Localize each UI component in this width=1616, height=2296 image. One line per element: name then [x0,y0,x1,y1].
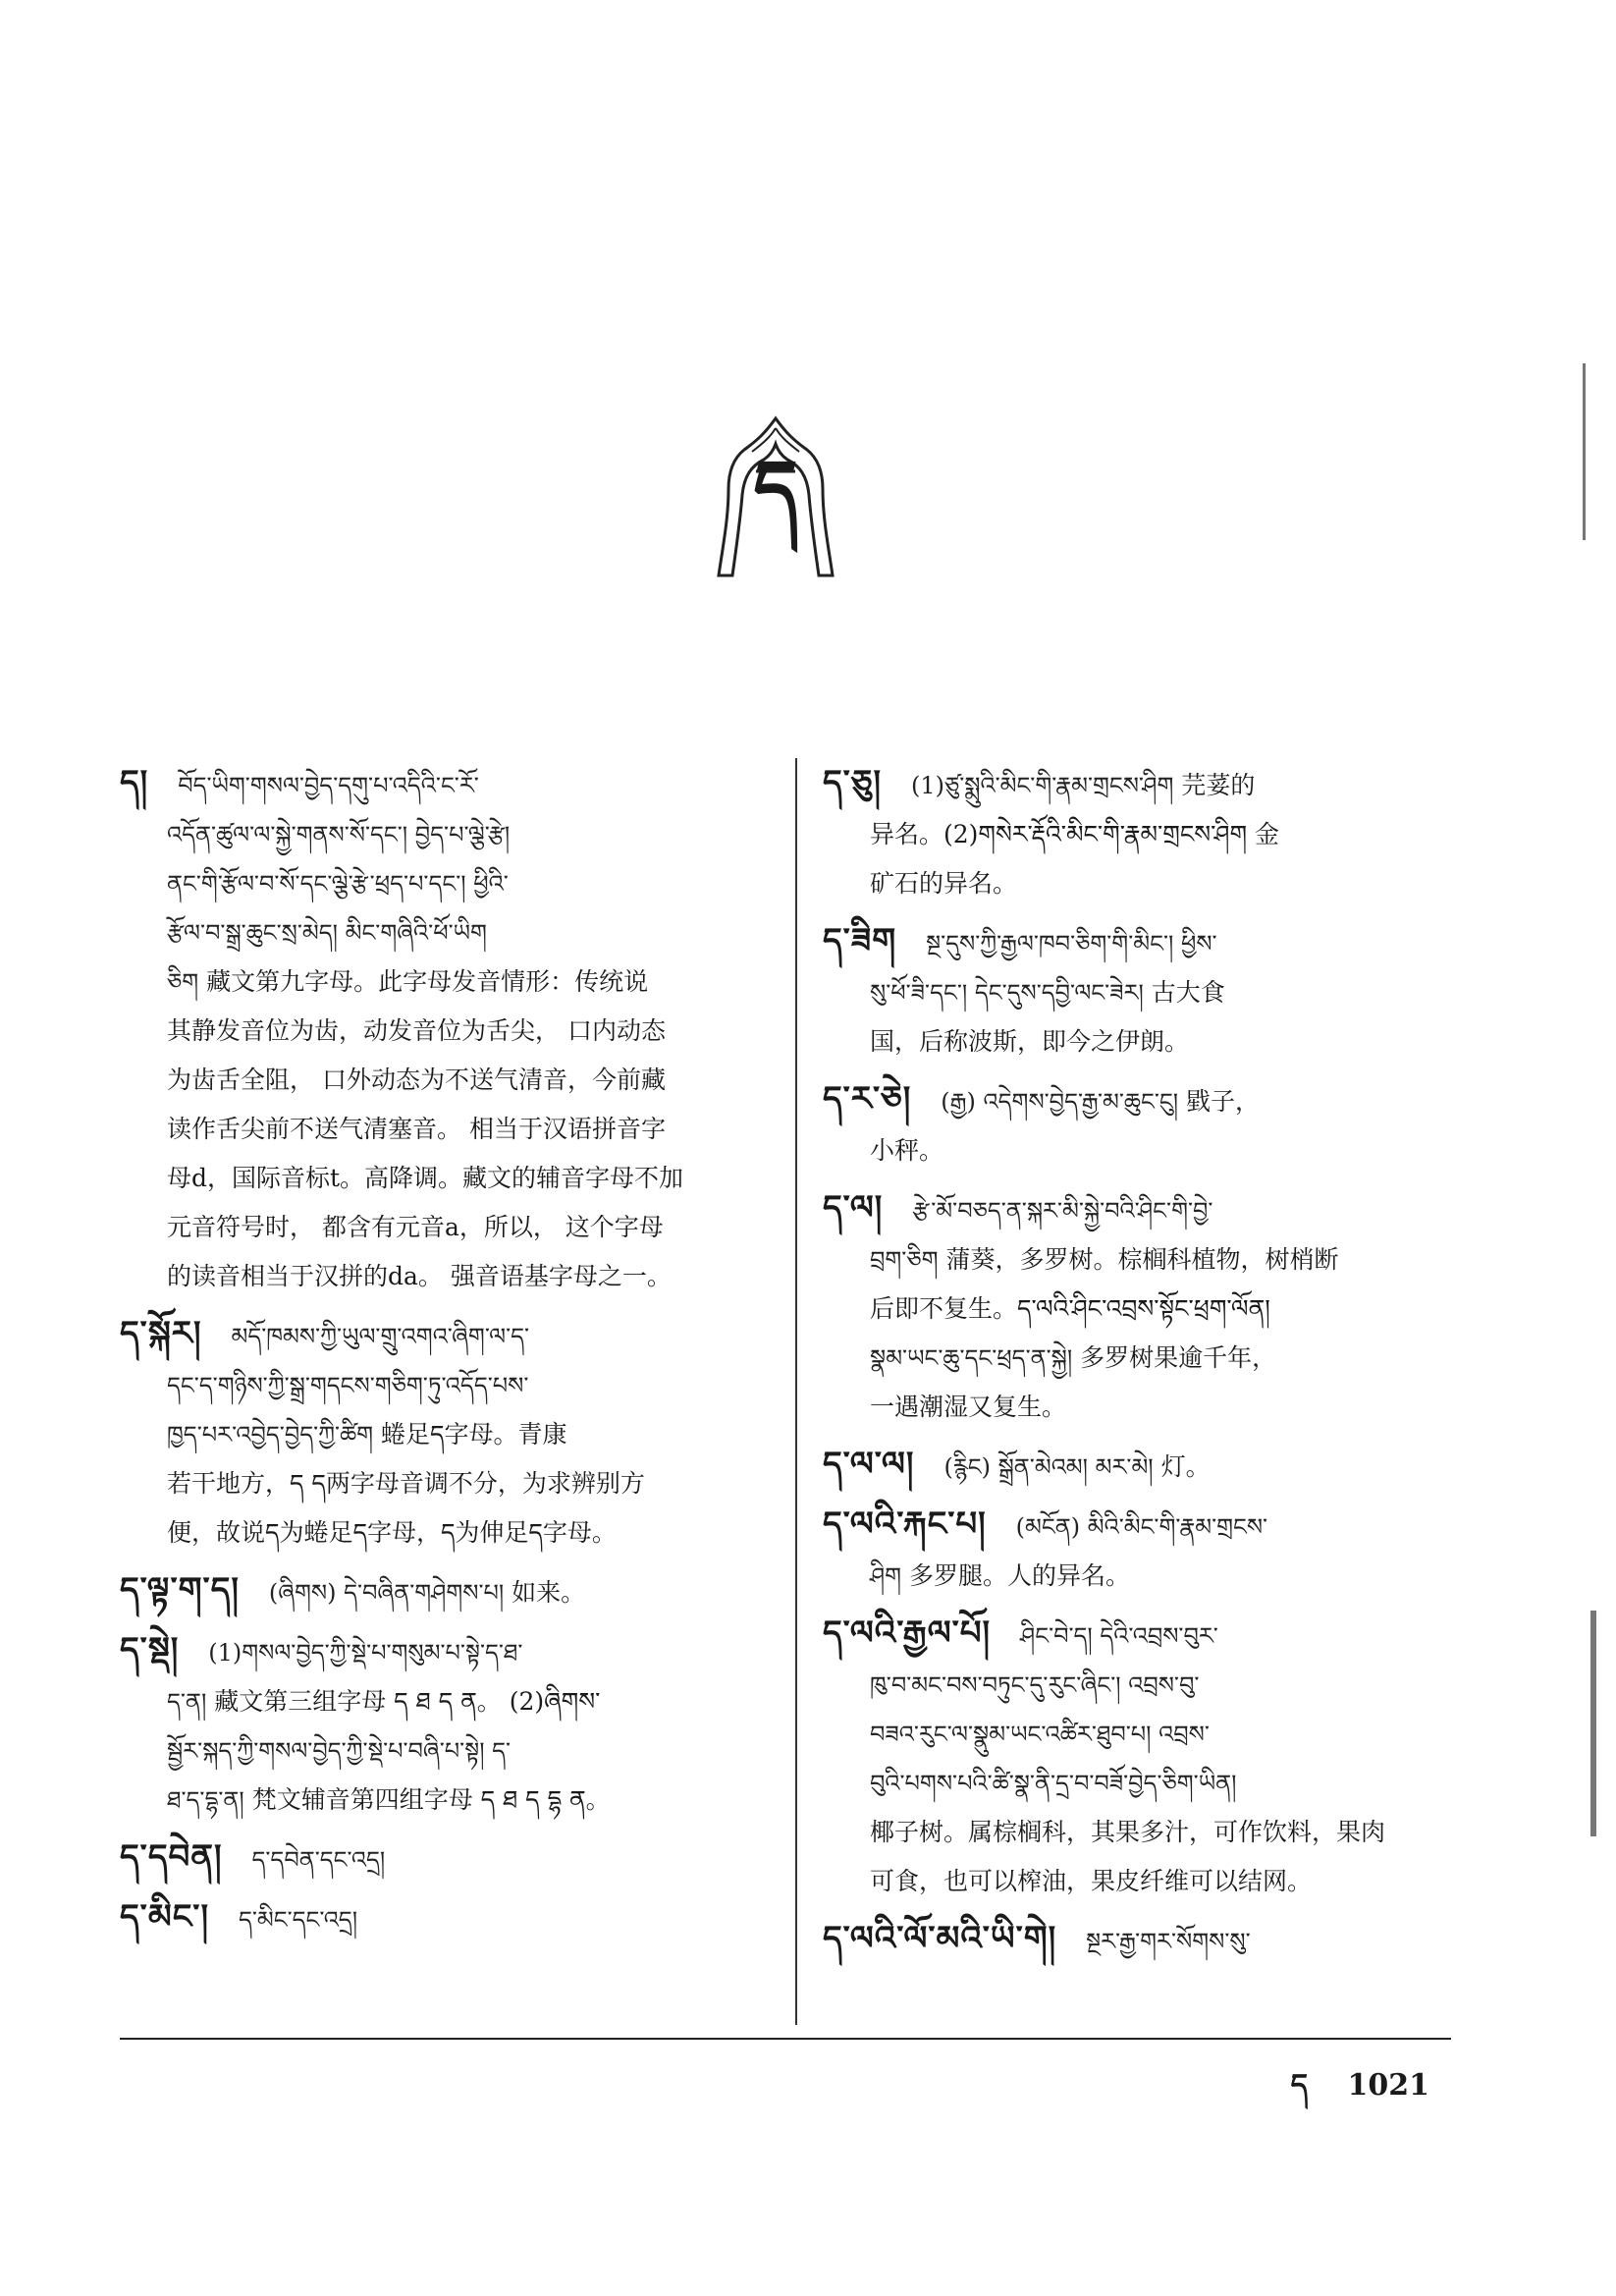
entry-line [120,957,768,1007]
entry-line [823,1017,1471,1066]
chinese-definition: 古大食 [1151,978,1225,1007]
chinese-definition: 藏文第三组字母 ད ཐ ད ན。 (2)ཞིགས་ [214,1687,601,1716]
chinese-definition: 矿石的异名。 [870,869,1018,898]
entry-line [823,1808,1471,1857]
tibetan-definition: སྦྱོར་སྐད་ཀྱི་གསལ་བྱེད་ཀྱི་སྡེ་པ་བཞི་པ་སྟེ། ད་ [167,1737,512,1765]
headword: ད་ཅུ། [823,763,882,802]
headword: ད་མིང་། [120,1897,209,1937]
entry-line [823,916,1471,968]
dictionary-entry [120,758,768,1301]
headword: ད་ལ་ལ། [823,1445,915,1484]
dictionary-entry [120,1309,768,1558]
entry-line [823,1183,1471,1235]
entry-line [120,810,768,859]
chinese-definition: 国，后称波斯，即今之伊朗。 [870,1027,1190,1056]
entry-line [120,1154,768,1203]
entry-line [120,1832,768,1885]
tibetan-definition: སུ་ཕོ་ཟི་དང་། དེང་དུས་དབྱི་ལང་ཟེར། [870,979,1144,1007]
tibetan-definition: རྩོལ་བ་སྒྲ་ཆུང་སྲ་མེད། མིང་གཞིའི་ཕོ་ཡིག [167,919,487,947]
headword: ད་ཟིག [823,921,897,960]
tibetan-definition: ད་མིང་དང་འདྲ། [238,1906,358,1934]
tibetan-definition: (ཞིགས) དེ་བཞིན་གཤེགས་པ། [268,1579,505,1607]
chinese-definition: 为齿舌全阻， 口外动态为不送气清音，今前藏 [167,1066,666,1094]
tibetan-definition: བཟའ་རུང་ལ་སྣུམ་ཡང་འཚིར་ཐུབ་པ། འབྲས་ [870,1721,1210,1748]
entry-line [823,758,1471,810]
entry-line [823,1235,1471,1285]
page-footer [1262,2052,1429,2135]
entry-line [823,1285,1471,1334]
headword: ད་ལའི་རྐང་པ། [823,1504,987,1544]
scan-edge-mark [1590,1611,1596,1836]
chinese-definition: 的读音相当于汉拼的da。 强音语基字母之一。 [167,1262,672,1290]
headword: ད་ལའི་རྒྱལ་པོ། [823,1613,992,1653]
dictionary-entry [120,1625,768,1825]
entry-line [823,1383,1471,1432]
left-column [120,758,768,1952]
headword: ད་ར་ཅེ། [823,1079,912,1119]
tibetan-definition: དང་ད་གཉིས་ཀྱི་སྒྲ་གདངས་གཅིག་ཏུ་འདོད་པས་ [167,1372,529,1399]
tibetan-definition: ཤིང་བེ་ད། དེའི་འབྲས་བུར་ [1020,1622,1218,1650]
entry-line [823,1500,1471,1552]
entry-line [120,1410,768,1459]
entry-line [120,1892,768,1944]
dictionary-entry [823,1914,1471,1966]
chinese-definition: 其静发音位为齿，动发音位为舌尖， 口内动态 [167,1016,666,1045]
entry-line [120,1252,768,1301]
tibetan-definition: བོད་ཡིག་གསལ་བྱེད་དགུ་པ་འདིའི་ང་རོ་ [178,772,479,799]
headword: ད་སྡེ། [120,1630,180,1669]
chinese-definition: 椰子树。属棕榈科，其果多汁，可作饮料，果肉 [870,1818,1386,1846]
entry-line [120,758,768,810]
headword: ད་ལའི་ལོ་མའི་ཡི་གེ། [823,1919,1057,1958]
dictionary-entry [823,1440,1471,1492]
tibetan-definition: ཐ་ད་དྷ་ན། [167,1786,244,1814]
tibetan-definition: ནང་གི་རྩོལ་བ་སོ་དང་ལྕེ་རྩེ་ཕྲད་པ་དང་། ཕྱིའི་ [167,870,509,898]
dictionary-entry [823,1609,1471,1906]
chinese-definition: 多罗树果逾千年， [1080,1343,1277,1372]
entry-line [823,1440,1471,1492]
tibetan-definition: བྲག་ཅིག [870,1246,939,1274]
footer-rule [120,2038,1451,2040]
dictionary-entry [823,1183,1471,1432]
dictionary-entry [120,1892,768,1944]
tibetan-definition: (རྙིང) སྒྲོན་མེའམ། མར་མེ། [943,1453,1154,1481]
emblem-letter [715,410,836,582]
dictionary-entry [823,916,1471,1066]
tibetan-definition: ཁྱད་པར་འབྱེད་བྱེད་ཀྱི་ཚིག [167,1421,374,1449]
chinese-definition: 灯。 [1160,1452,1211,1481]
tibetan-definition: ཤིག [870,1562,902,1590]
entry-line [120,1203,768,1252]
chinese-definition: 若干地方，ད ད两字母音调不分，为求辨别方 [167,1469,645,1498]
entry-line [120,1007,768,1056]
tibetan-definition: (མངོན) མིའི་མིང་གི་རྣམ་གྲངས་ [1015,1513,1268,1541]
entry-line [120,1677,768,1726]
dictionary-entry [120,1565,768,1617]
chinese-definition: 蜷足ད字母。青康 [381,1420,567,1449]
entry-line [120,1056,768,1105]
tibetan-definition: བུའི་པགས་པའི་ཚི་སྣ་ནི་དྲ་བ་བཟོ་བྱེད་ཅིག་ཡིན། [870,1770,1237,1797]
tibetan-definition: ད་དབེན་དང་འདྲ། [251,1846,386,1874]
tibetan-definition: སྔར་རྒྱ་གར་སོགས་སུ་ [1086,1928,1251,1955]
entry-line [120,908,768,957]
right-column [823,758,1471,1974]
entry-line [823,1126,1471,1175]
headword: ད་སྐོར། [120,1314,202,1353]
entry-line [823,1710,1471,1759]
chinese-definition: 蒲葵，多罗树。棕榈科植物，树梢断 [945,1245,1339,1274]
entry-line [823,1661,1471,1710]
dictionary-entry [823,1074,1471,1175]
dictionary-entry [823,1500,1471,1601]
chinese-definition: 戥子， [1186,1087,1261,1116]
column-divider [795,758,797,2025]
tibetan-definition: (1)ཙུ་སྨུའི་མིང་གི་རྣམ་གྲངས་ཤིག [910,772,1174,799]
dictionary-entry [823,758,1471,908]
chinese-definition: 多罗腿。人的异名。 [909,1561,1131,1590]
tibetan-definition: མདོ་ཁམས་ཀྱི་ཡུལ་གྲུ་འགའ་ཞིག་ལ་ད་ [231,1323,530,1350]
chinese-definition: 读作舌尖前不送气清塞音。 相当于汉语拼音字 [167,1115,666,1143]
tibetan-definition: ད་ན། [167,1688,207,1716]
chinese-definition: 母d，国际音标t。高降调。藏文的辅音字母不加 [167,1164,684,1192]
chinese-definition: 一遇潮湿又复生。 [870,1393,1067,1421]
entry-line [823,1609,1471,1661]
entry-line [120,1361,768,1410]
entry-line [120,859,768,908]
tibetan-definition: ཁུ་བ་མང་བས་བཏུང་དུ་རུང་ཞིང་། འབྲས་བུ་ [870,1671,1200,1699]
tibetan-definition: སྔ་དུས་ཀྱི་རྒྱལ་ཁབ་ཅིག་གི་མིང་། ཕྱིས་ [926,930,1217,957]
entry-line [120,1309,768,1361]
entry-line [823,1914,1471,1966]
tibetan-definition: ཅིག [167,968,199,996]
chinese-definition: 可食，也可以榨油，果皮纤维可以结网。 [870,1867,1313,1895]
entry-line [120,1459,768,1508]
page-number: 1021 [1347,2068,1429,2103]
dictionary-entry [120,1832,768,1885]
entry-line [120,1625,768,1677]
entry-line [120,1565,768,1617]
entry-line [120,1105,768,1154]
entry-line [120,1726,768,1776]
emblem-letter-text: ད [753,444,798,533]
entry-line [823,1552,1471,1601]
headword: ད་དབེན། [120,1837,223,1877]
chinese-definition: 小秤。 [870,1136,944,1165]
footer-letter: ད [1290,2068,1309,2103]
entry-line [823,1759,1471,1808]
chinese-definition: 元音符号时， 都含有元音a，所以， 这个字母 [167,1213,664,1241]
tibetan-definition: (རྒྱ) འདེགས་བྱེད་རྒྱ་མ་ཆུང་ངུ། [941,1088,1179,1116]
tibetan-definition: འདོན་ཚུལ་ལ་སྐྱེ་གནས་སོ་དང་། བྱེད་པ་ལྕེ་རྩེ། [167,821,511,848]
chinese-definition: 芫荽的 [1181,771,1256,799]
chinese-definition: 后即不复生。ད་ལའི་ཤིང་འབྲས་སྟོང་ཕྲག་ལོན། [870,1294,1270,1323]
chinese-definition: 异名。(2)གསེར་རྡོའི་མིང་གི་རྣམ་གྲངས་ཤིག 金 [870,820,1279,848]
entry-line [120,1776,768,1825]
entry-line [823,859,1471,908]
entry-line [120,1508,768,1558]
chinese-definition: 藏文第九字母。此字母发音情形：传统说 [206,967,649,996]
scan-edge-mark [1583,363,1586,540]
chinese-definition: 如来。 [512,1578,586,1607]
tibetan-definition: རྩེ་མོ་བཅད་ན་སྐར་མི་སྐྱེ་བའི་ཤིང་གི་བྱེ་ [912,1197,1213,1225]
chinese-definition: 便，故说ད为蜷足ད字母，ད为伸足ད字母。 [167,1518,617,1547]
entry-line [823,968,1471,1017]
headword: ད་ལྟ་ག་ད། [120,1570,240,1610]
entry-line [823,1857,1471,1906]
tibetan-definition: (1)གསལ་བྱེད་ཀྱི་སྡེ་པ་གསུམ་པ་སྟེ་ད་ཐ་ [208,1639,523,1667]
entry-line [823,1074,1471,1126]
headword: ད། [120,763,149,802]
entry-line [823,810,1471,859]
headword: ད་ལ། [823,1188,884,1228]
entry-line [823,1334,1471,1383]
chinese-definition: 梵文辅音第四组字母 ད ཐ ད དྷ ན。 [251,1785,611,1814]
tibetan-definition: སྣམ་ཡང་ཆུ་དང་ཕྲད་ན་སྐྱེ། [870,1344,1073,1372]
